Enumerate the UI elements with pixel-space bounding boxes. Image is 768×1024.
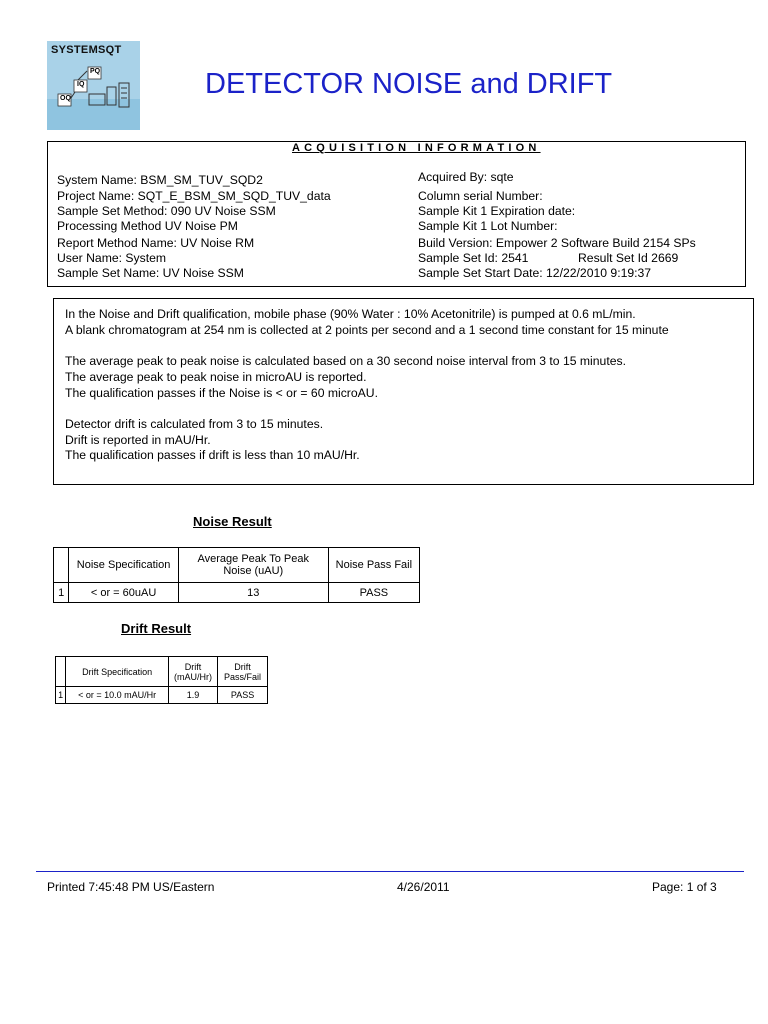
logo-iq-badge: IQ	[77, 81, 85, 88]
build-version: Build Version: Empower 2 Software Build 2154 SPs	[418, 236, 696, 250]
noise-spec-cell: < or = 60uAU	[69, 583, 178, 603]
drift-value-header: Drift (mAU/Hr)	[169, 657, 218, 687]
table-header-row	[54, 548, 420, 583]
report-method-name: Report Method Name: UV Noise RM	[57, 236, 255, 250]
table-row	[56, 687, 268, 704]
index-header-cell	[56, 657, 66, 687]
logo-oq-badge: OQ	[60, 95, 71, 102]
printed-time: Printed 7:45:48 PM US/Eastern	[47, 880, 215, 894]
noise-result-title: Noise Result	[193, 514, 272, 529]
acquisition-heading: ACQUISITION INFORMATION	[292, 142, 541, 154]
description-line: The average peak to peak noise in microAU is reported.	[65, 370, 367, 384]
noise-passfail-cell: PASS	[328, 583, 419, 603]
systemsqt-logo	[47, 41, 140, 130]
description-line: The qualification passes if the Noise is < or = 60 microAU.	[65, 386, 378, 400]
sample-kit-expiration: Sample Kit 1 Expiration date:	[418, 204, 576, 218]
row-index: 1	[56, 687, 66, 704]
sample-set-method: Sample Set Method: 090 UV Noise SSM	[57, 204, 276, 218]
project-name: Project Name: SQT_E_BSM_SM_SQD_TUV_data	[57, 189, 331, 203]
footer-divider	[36, 871, 744, 872]
drift-passfail-header: Drift Pass/Fail	[218, 657, 268, 687]
table-row	[54, 583, 420, 603]
result-set-id: Result Set Id 2669	[578, 251, 679, 265]
page-number: Page: 1 of 3	[652, 880, 717, 894]
sample-kit-lot: Sample Kit 1 Lot Number:	[418, 219, 558, 233]
noise-result-table	[53, 547, 420, 603]
description-line: The average peak to peak noise is calculated based on a 30 second noise interval from 3 to 15 minutes.	[65, 354, 626, 368]
sample-set-id: Sample Set Id: 2541	[418, 251, 529, 265]
sample-set-start-date: Sample Set Start Date: 12/22/2010 9:19:37	[418, 266, 652, 280]
sample-set-name: Sample Set Name: UV Noise SSM	[57, 266, 244, 280]
description-line: Detector drift is calculated from 3 to 15 minutes.	[65, 417, 324, 431]
drift-spec-header: Drift Specification	[66, 657, 169, 687]
drift-passfail-cell: PASS	[218, 687, 268, 704]
table-header-row	[56, 657, 268, 687]
index-header-cell	[54, 548, 69, 583]
system-name: System Name: BSM_SM_TUV_SQD2	[57, 173, 263, 187]
processing-method: Processing Method UV Noise PM	[57, 219, 238, 233]
acquired-by: Acquired By: sqte	[418, 170, 514, 184]
description-line: In the Noise and Drift qualification, mobile phase (90% Water : 10% Acetonitrile) is pumped at 0.6 mL/min.	[65, 307, 636, 321]
row-index: 1	[54, 583, 69, 603]
noise-value-header: Average Peak To Peak Noise (uAU)	[178, 548, 328, 583]
description-line: A blank chromatogram at 254 nm is collected at 2 points per second and a 1 second time constant for 15 minute	[65, 323, 669, 337]
drift-result-table	[55, 656, 268, 704]
noise-spec-header: Noise Specification	[69, 548, 178, 583]
description-line: Drift is reported in mAU/Hr.	[65, 433, 211, 447]
logo-brand-text: SYSTEMSQT	[51, 44, 122, 56]
drift-spec-cell: < or = 10.0 mAU/Hr	[66, 687, 169, 704]
description-line: The qualification passes if drift is less than 10 mAU/Hr.	[65, 448, 360, 462]
user-name: User Name: System	[57, 251, 167, 265]
page-title: DETECTOR NOISE and DRIFT	[205, 68, 613, 100]
print-date: 4/26/2011	[397, 880, 450, 894]
logo-pq-badge: PQ	[90, 68, 101, 75]
drift-value-cell: 1.9	[169, 687, 218, 704]
column-serial-number: Column serial Number:	[418, 189, 543, 203]
drift-result-title: Drift Result	[121, 621, 192, 636]
noise-value-cell: 13	[178, 583, 328, 603]
noise-passfail-header: Noise Pass Fail	[328, 548, 419, 583]
